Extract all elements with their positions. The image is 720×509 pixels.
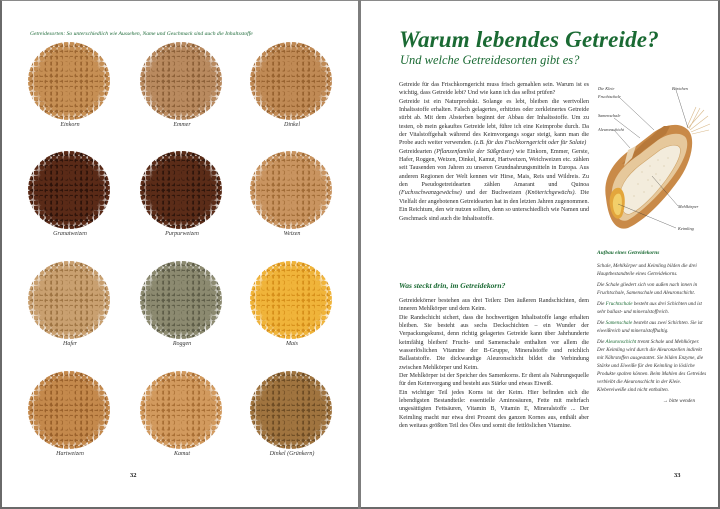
grain-label: Kamut <box>173 451 190 457</box>
page-subtitle: Und welche Getreidesorten gibt es? <box>400 53 580 67</box>
grain-item <box>242 149 342 259</box>
label-mehlkoerper: Mehlkörper <box>678 204 699 209</box>
intro-text <box>399 81 589 223</box>
intro-paragraph-1: Getreide für das Frischkorngericht muss frisch gemahlen sein. Warum ist es wichtig, dass Getreide lebt? Und wie kann ich das selbst prüfen? <box>399 82 589 97</box>
sidebar-paragraph-1: Schale, Mehlkörper und Keimling bilden die drei Hauptbestandteile eines Getreidekorns. <box>597 263 697 277</box>
section-text <box>399 297 589 431</box>
label-baertchen: Bärtchen <box>672 86 688 91</box>
label-aleuronschicht: Aleuronschicht <box>598 127 624 132</box>
sidebar-paragraph-2: Die Schale gliedert sich von außen nach innen in Fruchtschale, Samenschale und Aleuronschicht. <box>597 282 698 296</box>
grain-item <box>242 40 342 150</box>
sidebar-title: Aufbau eines Getreidekorns <box>597 250 660 256</box>
grain-pile-image <box>250 261 332 339</box>
grain-kernel-illustration <box>592 80 720 240</box>
grain-pile-image <box>28 151 110 229</box>
grain-item <box>242 369 342 479</box>
grain-item <box>132 149 232 259</box>
grain-label: Dinkel <box>284 122 300 128</box>
grain-pile-image <box>140 371 222 449</box>
sidebar-kernel-structure <box>597 249 707 408</box>
label-fruchtschale: Fruchtschale <box>598 94 621 99</box>
grain-item <box>20 40 120 150</box>
grain-pile-image <box>140 151 222 229</box>
grain-item <box>132 369 232 479</box>
grain-gallery-caption: Getreidesorten: So unterschiedlich wie Aussehen, Name und Geschmack sind auch die Inhaltsstoffe <box>30 31 253 37</box>
grain-item <box>20 149 120 259</box>
grain-pile-image <box>250 371 332 449</box>
intro-paragraph-2: Getreide ist ein Naturprodukt. Solange es lebt, bleiben die wertvollen Inhaltsstoffe erhalten. Falsch gelagertes, erhitztes oder zerkleinertes Getreide stirbt ab. Mit dem Absterben beginnt der Abbau der Inhaltsstoffe. Um zu testen, ob mein gekauftes Getreide lebt, führe ich eine Keimprobe durch. Da der Vitalstoffgehalt während des Keimvorgangs sogar steigt, kann man die Probe auch weiter verwenden. (z.B. für das Fischkorngericht oder für Salate) <box>399 98 589 147</box>
grain-pile-image <box>250 151 332 229</box>
section-paragraph-3: Der Mehlkörper ist der Speicher des Samenkorns. Er dient als Nahrungsquelle für den Keimvorgang und besteht aus Stärke und etwas Eiweiß. <box>399 373 589 388</box>
grain-label: Roggen <box>172 341 192 347</box>
sidebar-paragraph-3: Die Fruchtschale besteht aus drei Schichten und ist sehr ballast- und mineralstoffreich. <box>597 301 702 315</box>
grain-label: Hartweizen <box>56 451 84 457</box>
grain-label: Purpurweizen <box>165 231 199 237</box>
grain-item <box>20 369 120 479</box>
grain-label: Dinkel (Grünkern) <box>269 451 315 457</box>
section-paragraph-2: Die Randschicht sichert, dass die hochwertigen Inhaltsstoffe lange erhalten bleiben. Sie besteht aus sechs Deckschichten – ein Wunder der Verpackungskunst, denn richtig gelagertes Getreide kann über Jahrhunderte keimfähig bleiben! Frucht- und Samenschale enthalten vor allem die wasserlöslichen Vitamine der B-Gruppe, Mineralstoffe und reichlich Ballaststoffe. Die dickwandige Aleuronschicht bildet die Verbindung zwischen Mehlkörper und Keim. <box>399 314 589 371</box>
grain-item <box>132 40 232 150</box>
grain-item <box>20 259 120 369</box>
section-paragraph-4: Ein wichtiger Teil jedes Korns ist der Keim. Hier befinden sich die lebendigsten Bestandteile: essentielle Aminosäuren, Fette mit mehrfach ungesättigten Fettsäuren, Vitamin B, Vitamin E, Mineralstoffe ... Der Keimling macht nur etwa drei Prozent des ganzen Kornes aus, enthält aber den weitaus größten Teil des Öles und somit die fettlöslichen Vitamine. <box>399 389 589 430</box>
sidebar-paragraph-4: Die Samenschale besteht aus zwei Schichten. Sie ist eiweißreich und mineralstoffhaltig. <box>597 320 703 334</box>
grain-label: Hafer <box>63 341 77 347</box>
grain-item <box>242 259 342 369</box>
grain-pile-image <box>140 42 222 120</box>
grain-label: Mais <box>286 341 298 347</box>
grain-pile-image <box>250 42 332 120</box>
grain-label: Weizen <box>283 231 301 237</box>
page-title: Warum lebendes Getreide? <box>399 27 659 52</box>
grain-label: Granatweizen <box>53 231 87 237</box>
grain-pile-image <box>28 261 110 339</box>
grain-pile-image <box>28 42 110 120</box>
grain-label: Einkorn <box>60 122 80 128</box>
page-number-right: 33 <box>674 472 681 479</box>
label-samenschale: Samenschale <box>598 113 621 118</box>
label-kleie: Die Kleie <box>598 86 615 91</box>
label-keimling: Keimling <box>678 226 694 231</box>
grain-item <box>132 259 232 369</box>
please-turn-note: → bitte wenden <box>662 398 695 404</box>
sidebar-paragraph-5: Die Aleuronschicht trennt Schale und Mehlkörper. Der Keimling wird durch die Aleuronzellen indirekt mit Nährstoffen ausgestattet. Sie bilden Enzyme, die Stärke und Eiweiße für den Keimling in lösliche Produkte spalten können. Beim Mahlen des Getreides verbleibt die Aleuronschicht in der Kleie. Klebereiweiße sind nicht enthalten. <box>597 339 707 393</box>
grain-label: Emmer <box>173 122 191 128</box>
grain-pile-image <box>28 371 110 449</box>
page-number-left: 32 <box>130 472 137 479</box>
grain-pile-image <box>140 261 222 339</box>
intro-paragraph-3: Getreidearten (Pflanzenfamilie der Süßgräser) wie Einkorn, Emmer, Gerste, Hafer, Roggen, Weizen, Dinkel, Kamut, Hartweizen, Weichweizen etc. zählen seit Tausenden von Jahren zu unseren Grundnahrungsmitteln in Europa. Aus anderen Regionen der Welt kennen wir Hirse, Mais, Reis und Wildreis. Zu den Pseudogetreidearten zählen Amarant und Quinoa (Fuchsschwanzgewächse) und der Buchweizen (Knöterichgewächs). Die Vielfalt der angebotenen Getreidearten hat in den letzten Jahren zugenommen. Ein Reichtum, den wir nutzen sollten, denn so unterschiedlich wie Namen und Geschmack sind auch die Inhaltsstoffe. <box>399 148 590 222</box>
section-heading: Was steckt drin, im Getreidekorn? <box>399 281 506 290</box>
grain-anatomy-diagram <box>592 80 720 240</box>
section-paragraph-1: Getreidekörner bestehen aus drei Teilen: Den äußeren Randschichten, dem inneren Mehlkörper und dem Keim. <box>399 298 589 313</box>
